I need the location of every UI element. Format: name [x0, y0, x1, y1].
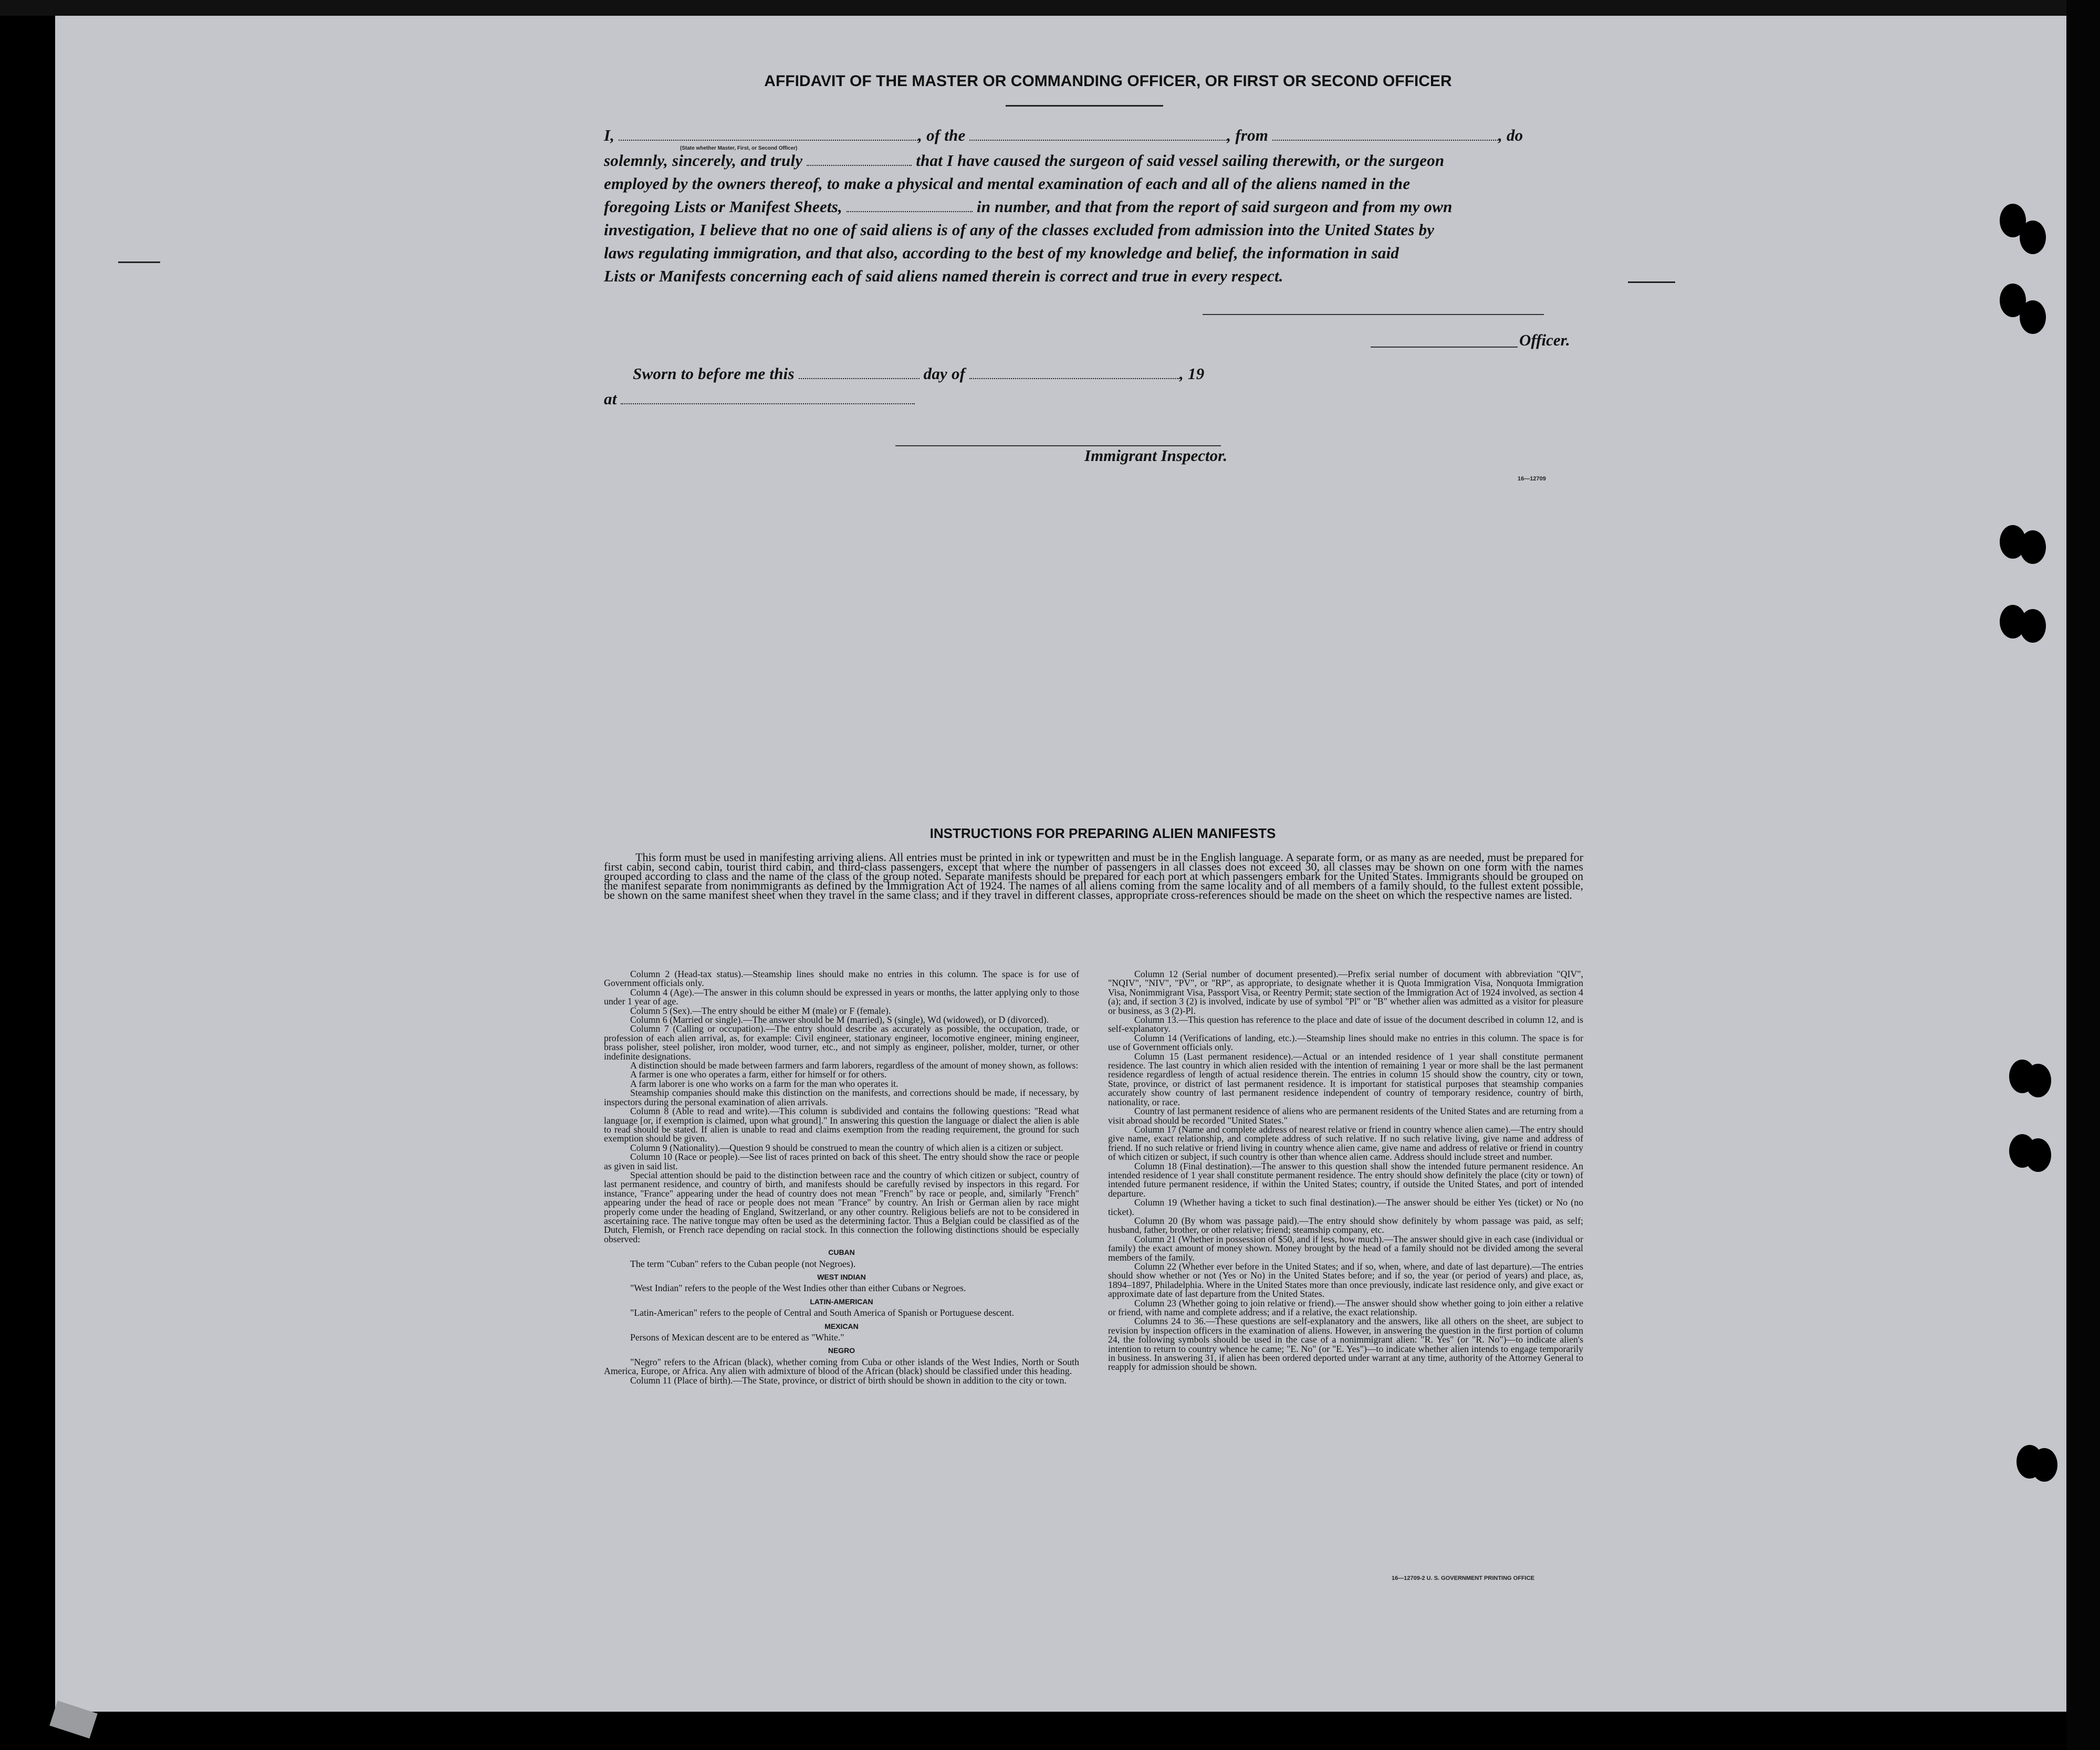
text: at [604, 390, 617, 408]
paragraph: A farm laborer is one who works on a farm for the man who operates it. [630, 1078, 898, 1089]
text: in number, and that from the report of said surgeon and from my own [976, 197, 1453, 216]
paragraph: Special attention should be paid to the distinction between race and the country of which citizen or subject, country of last permanent residence, and country of birth, and manifests should be carefully revised by inspectors in this regard. For instance, "France" appearing under the head of country does not mean "French" by race or people, and, similarly "French" appearing under the head of race or people does not mean "France" by country. An Irish or German alien by race might properly come under the heading of England, Switzerland, or any other country. Religious beliefs are not to be considered in ascertaining race. The native tongue may often be used as the determining factor. Thus a Belgian could be classified as of the Dutch, Flemish, or French race depending on racial stock. In this connection the following distinctions should be especially observed: [604, 1169, 1079, 1244]
subheading-latin-american: LATIN-AMERICAN [810, 1297, 873, 1306]
paragraph: Column 9 (Nationality).—Question 9 should be construed to mean the country of which alien is a citizen or subject. [630, 1142, 1063, 1153]
subheading-mexican: MEXICAN [824, 1322, 859, 1330]
text: that I have caused the surgeon of said vessel sailing therewith, or the surgeon [916, 151, 1445, 170]
paragraph: Column 21 (Whether in possession of $50, and if less, how much).—The answer should give in each case (individual or family) the exact amount of money shown. Money brought by the head of a family should not be divided among the several members of the family. [1108, 1233, 1583, 1263]
subheading-west-indian: WEST INDIAN [817, 1273, 866, 1281]
paragraph: Column 13.—This question has reference to the place and date of issue of the document described in column 12, and is self-explanatory. [1108, 1014, 1583, 1034]
signature-line[interactable] [1203, 314, 1544, 315]
text: I, [604, 126, 615, 144]
paragraph: Column 14 (Verifications of landing, etc.).—Steamship lines should make no entries in this column. The space is for use of Government officials only. [1108, 1032, 1583, 1053]
affidavit-line-4 [604, 197, 1581, 216]
text: solemnly, sincerely, and truly [604, 151, 803, 170]
punch-hole [2031, 1448, 2057, 1482]
paragraph: Column 11 (Place of birth).—The State, province, or district of birth should be shown in addition to the city or town. [630, 1375, 1067, 1386]
paragraph: Column 23 (Whether going to join relative or friend).—The answer should show whether going to join either a relative or friend, with name and complete address; and if a relative, the exact relationship. [1108, 1297, 1583, 1318]
form-number: 16—12709 [1518, 476, 1546, 482]
instructions-title: INSTRUCTIONS FOR PREPARING ALIEN MANIFESTS [929, 825, 1276, 841]
paragraph: Country of last permanent residence of aliens who are permanent residents of the United States and are returning from a visit abroad should be recorded "United States." [1108, 1106, 1583, 1126]
paragraph: A farmer is one who operates a farm, either for himself or for others. [630, 1069, 887, 1080]
paragraph: Column 15 (Last permanent residence).—Actual or an intended residence of 1 year shall constitute permanent residence. The last country in which alien resided with the intention of remaining 1 year or more shall be the last permanent residence regardless of length of actual residence therein. The entries in column 15 should show the country, city or town, State, province, or district of last permanent residence. It is important for statistical purposes that steamship companies accurately show country of last permanent residence independent of country of temporary residence, country of birth, nationality, or race. [1108, 1051, 1583, 1107]
paragraph: Steamship companies should make this distinction on the manifests, and corrections should be made, if necessary, by inspectors during the personal examination of alien arrivals. [604, 1087, 1079, 1107]
paragraph: "Latin-American" refers to the people of Central and South America of Spanish or Portuguese descent. [630, 1307, 1014, 1318]
subheading-negro: NEGRO [828, 1346, 855, 1355]
instructions-column-left [604, 970, 1079, 1385]
officer-label: Officer. [1519, 331, 1570, 349]
text: Sworn to before me this [633, 364, 795, 383]
affidavit-line-5: investigation, I believe that no one of said aliens is of any of the classes excluded from admission into the United States by [604, 221, 1435, 239]
affidavit-line-7: Lists or Manifests concerning each of said aliens named therein is correct and true in every respect. [604, 267, 1283, 285]
alien-count-blank[interactable] [847, 198, 973, 212]
text: , do [1498, 126, 1523, 144]
affidavit-line-6: laws regulating immigration, and that also, according to the best of my knowledge and belief, the information in said [604, 244, 1399, 262]
affidavit-title: AFFIDAVIT OF THE MASTER OR COMMANDING OFFICER, OR FIRST OR SECOND OFFICER [764, 72, 1452, 90]
instructions-column-right [1108, 970, 1583, 1372]
scan-top-edge [0, 0, 2100, 16]
paragraph: "West Indian" refers to the people of the West Indies other than either Cubans or Negroes. [630, 1283, 966, 1294]
punch-hole [2025, 1138, 2051, 1172]
paragraph: Column 4 (Age).—The answer in this column should be expressed in years or months, the latter applying only to those under 1 year of age. [604, 987, 1079, 1007]
affidavit-line-1 [604, 126, 1581, 145]
paragraph: Persons of Mexican descent are to be entered as "White." [630, 1332, 844, 1343]
paragraph: Column 19 (Whether having a ticket to such final destination).—The answer should be either Yes (ticket) or No (no ticket). [1108, 1197, 1583, 1217]
punch-hole [2020, 530, 2046, 564]
port-blank[interactable] [1272, 127, 1498, 141]
paragraph: Columns 24 to 36.—These questions are self-explanatory and the answers, like all others on the sheet, are subject to revision by inspection officers in the examination of aliens. However, in answering the question in the first portion of column 24, the following symbols should be used in the case of a nonimmigrant alien: "R. Yes" (or "R. No")—to indicate alien's intention to return to country whence he came; "E. No" (or "E. Yes")—to indicate whether alien intends to engage temporarily in business. In answering 31, if alien has been ordered deported under warrant at any time, authority of the Attorney General to reapply for admission should be shown. [1108, 1316, 1583, 1372]
paragraph: Column 6 (Married or single).—The answer should be M (married), S (single), Wd (widowed), or D (divorced). [630, 1014, 1049, 1025]
sworn-line [633, 364, 1610, 383]
title-rule [1006, 105, 1163, 107]
officer-line[interactable] [1371, 347, 1518, 348]
paragraph: Column 18 (Final destination).—The answer to this question shall show the intended future permanent residence. An intended residence of 1 year shall constitute permanent residence. The entry should show definitely the place (city or town) of intended future permanent residence, if within the United States; country, if outside the United States, and port of intended departure. [1108, 1160, 1583, 1199]
rank-hint: (State whether Master, First, or Second Officer) [680, 145, 798, 151]
paragraph: Column 5 (Sex).—The entry should be either M (male) or F (female). [630, 1005, 891, 1016]
printing-office-note: 16—12709-2 U. S. GOVERNMENT PRINTING OFFICE [1392, 1575, 1535, 1581]
officer-rank-blank[interactable] [619, 127, 918, 141]
place-blank[interactable] [621, 391, 915, 404]
oath-blank[interactable] [807, 152, 912, 166]
paragraph: Column 12 (Serial number of document presented).—Prefix serial number of document with abbreviation "QIV", "NQIV", "NIV", "PV", or "RP", as appropriate, to designate whether it is Quota Immigration Visa, Nonquota Immigration Visa, Nonimmigrant Visa, Passport Visa, or Reentry Permit; state section of the Immigration Act of 1924 involved, as section 4 (a); and, if section 3 (2) is involved, indicate by use of symbol "Pl" or "B" whether alien was admitted as a visitor for pleasure or business, as 3 (2)-Pl. [1108, 969, 1583, 1016]
punch-hole [2025, 1064, 2051, 1097]
paragraph: Column 7 (Calling or occupation).—The entry should describe as accurately as possible, the occupation, trade, or profession of each alien arrival, as, for example: Civil engineer, stationary engineer, locomotive engineer, mining engineer, brass polisher, steel polisher, iron molder, wood turner, etc., and not simply as engineer, polisher, molder, turner, or other indefinite designations. [604, 1023, 1079, 1062]
instructions-intro: This form must be used in manifesting arriving aliens. All entries must be printed in ink or typewritten and must be in the English language. A separate form, or as many as are needed, must be prepared for first cabin, second cabin, tourist third cabin, and third-class passengers, except that where the number of passengers in all classes does not exceed 30, all classes may be shown on one form with the names grouped according to class and the name of the class of the group noted. Separate manifests should be prepared for each port at which passengers embark for the United States. Immigrants should be grouped on the manifest separate from nonimmigrants as defined by the Immigration Act of 1924. The names of all aliens coming from the same locality and of all members of a family should, to the fullest extent possible, be shown on the same manifest sheet when they travel in the same class; and if they travel in different classes, appropriate cross-references should be made on the sheet on which the respective names are listed. [604, 851, 1583, 902]
paragraph: Column 10 (Race or people).—See list of races printed on back of this sheet. The entry should show the race or people as given in said list. [604, 1151, 1079, 1171]
affidavit-line-3: employed by the owners thereof, to make a physical and mental examination of each and all of the aliens named in the [604, 174, 1411, 193]
paragraph: Column 17 (Name and complete address of nearest relative or friend in country whence alien came).—The entry should give name, exact relationship, and complete address of such relative. If no such relative living, give name and address of friend. If no such relative or friend living in country whence alien came, give name and address of relative or friend in country of which citizen or subject, if such country is other than whence alien came. Address should include street and number. [1108, 1124, 1583, 1162]
vessel-blank[interactable] [969, 127, 1227, 141]
punch-hole [2020, 609, 2046, 643]
text: day of [923, 364, 966, 383]
subheading-cuban: CUBAN [828, 1248, 855, 1257]
text: , from [1227, 126, 1269, 144]
paragraph: Column 22 (Whether ever before in the United States; and if so, when, where, and date of last departure).—The entries should show whether or not (Yes or No) in the United States before; and if so, the year (or period of years) and place, as, 1894–1897, Philadelphia. Where in the United States more than once previously, indicate last residence only, and give exact or approximate date of last departure from the United States. [1108, 1261, 1583, 1300]
month-blank[interactable] [969, 365, 1179, 379]
text: foregoing Lists or Manifest Sheets, [604, 197, 842, 216]
punch-hole [2020, 300, 2046, 334]
text: , 19 [1179, 364, 1205, 383]
affidavit-line-2 [604, 151, 1581, 170]
scan-right-edge [2066, 0, 2100, 1750]
paragraph: A distinction should be made between farmers and farm laborers, regardless of the amount of money shown, as follows: [630, 1060, 1079, 1071]
paragraph: Column 8 (Able to read and write).—This column is subdivided and contains the following questions: "Read what language [or, if exemption is claimed, upon what ground]." In answering this question the language or dialect the alien is able to read should be stated. If alien is unable to read and claims exemption from the reading requirement, the ground for such exemption should be given. [604, 1106, 1079, 1144]
text: , of the [918, 126, 966, 144]
inspector-label: Immigrant Inspector. [1084, 446, 1228, 465]
day-blank[interactable] [799, 365, 920, 379]
paragraph: The term "Cuban" refers to the Cuban people (not Negroes). [630, 1258, 856, 1269]
punch-hole [2020, 221, 2046, 254]
paragraph: Column 20 (By whom was passage paid).—The entry should show definitely by whom passage was paid, as self; husband, father, brother, or other relative; friend; steamship company, etc. [1108, 1215, 1583, 1235]
paragraph: "Negro" refers to the African (black), whether coming from Cuba or other islands of the West Indies, North or South America, Europe, or Africa. Any alien with admixture of blood of the African (black) should be classified under this heading. [604, 1356, 1079, 1377]
margin-mark [118, 261, 160, 263]
at-line [604, 390, 1581, 408]
paragraph: Column 2 (Head-tax status).—Steamship lines should make no entries in this column. The space is for use of Government officials only. [604, 969, 1079, 989]
margin-mark [1628, 281, 1675, 283]
